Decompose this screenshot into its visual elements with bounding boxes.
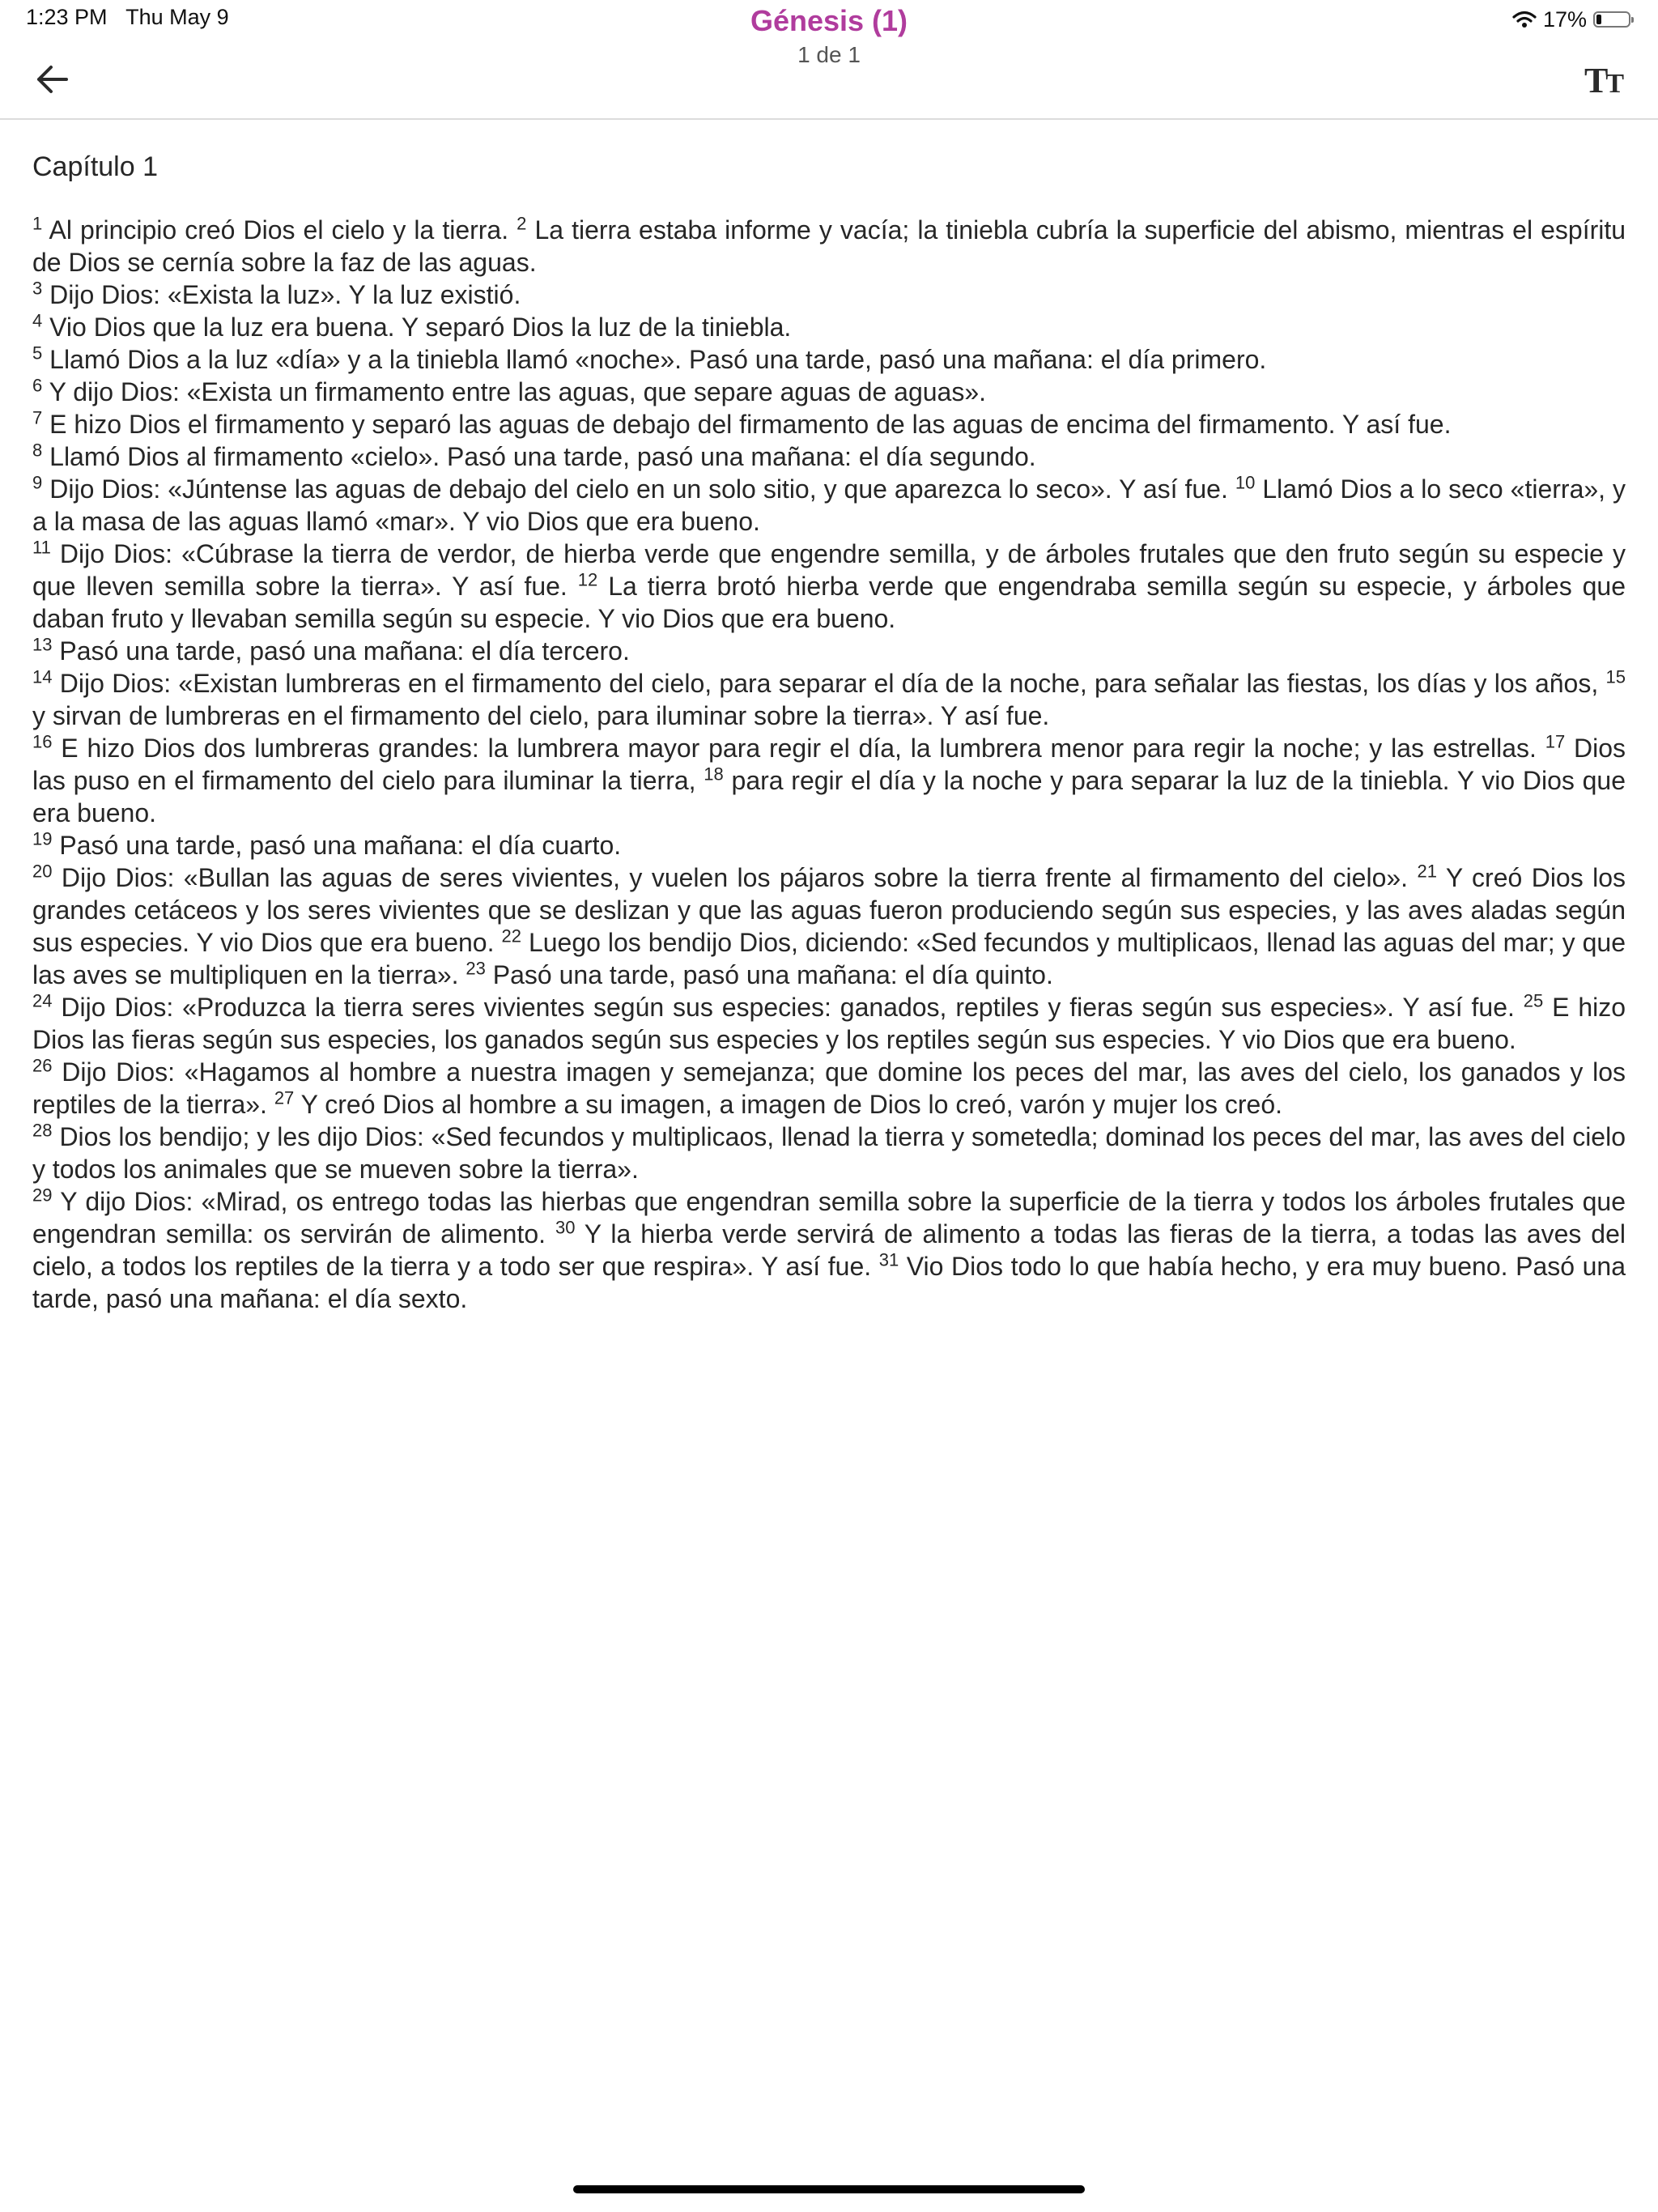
verse-text: E hizo Dios dos lumbreras grandes: la lumbrera mayor para regir el día, la lumbrera menor para regir la noche; y las estrellas. (61, 734, 1537, 763)
verse-text: Vio Dios todo lo que había hecho, y era muy bueno. Pasó una tarde, pasó una mañana: el día sexto. (32, 1252, 1626, 1313)
wifi-icon (1512, 11, 1537, 28)
battery-level (1596, 15, 1601, 24)
verse-text: Luego los bendijo Dios, diciendo: «Sed fecundos y multiplicaos, llenad las aguas del mar; y que las aves se multipliquen en la tierra». (32, 928, 1626, 989)
verse-paragraph (32, 343, 1626, 376)
verse-paragraph (32, 861, 1626, 991)
verse-text: Llamó Dios a la luz «día» y a la tiniebla llamó «noche». Pasó una tarde, pasó una mañana: el día primero. (49, 345, 1267, 374)
verse-text: Y dijo Dios: «Exista un firmamento entre las aguas, que separe aguas de aguas». (49, 377, 987, 406)
verse-text: E hizo Dios el firmamento y separó las aguas de debajo del firmamento de las aguas de encima del firmamento. Y así fue. (49, 410, 1452, 439)
verse-number: 8 (32, 440, 43, 461)
verse-paragraph (32, 279, 1626, 311)
verse-number: 7 (32, 407, 43, 428)
verse-text: Pasó una tarde, pasó una mañana: el día quinto. (492, 960, 1053, 989)
verse-paragraph (32, 473, 1626, 538)
verse-number: 2 (517, 213, 527, 234)
verse-text: E hizo Dios las fieras según sus especies, los ganados según sus especies y los reptiles según sus especies. Y vio Dios que era bueno. (32, 993, 1626, 1054)
verse-number: 6 (32, 375, 43, 396)
verse-list (32, 214, 1626, 1315)
verse-text: Dios las puso en el firmamento del cielo para iluminar la tierra, (32, 734, 1626, 795)
verse-text: Pasó una tarde, pasó una mañana: el día cuarto. (59, 831, 622, 860)
verse-text: Dios los bendijo; y les dijo Dios: «Sed fecundos y multiplicaos, llenad la tierra y sometedla; dominad los peces del mar, las aves del cielo y todos los animales que se mueven sobre la tierra». (32, 1122, 1626, 1184)
verse-number: 5 (32, 342, 43, 364)
verse-number: 3 (32, 278, 43, 299)
status-bar (0, 0, 1658, 39)
verse-number: 25 (1523, 990, 1544, 1011)
verse-number: 4 (32, 310, 43, 331)
battery-icon (1593, 11, 1630, 28)
verse-number: 13 (32, 634, 53, 655)
verse-text: Llamó Dios al firmamento «cielo». Pasó una tarde, pasó una mañana: el día segundo. (49, 442, 1036, 471)
verse-number: 29 (32, 1185, 53, 1206)
verse-text: Vio Dios que la luz era buena. Y separó Dios la luz de la tiniebla. (49, 313, 792, 342)
verse-number: 9 (32, 472, 43, 493)
home-indicator[interactable] (573, 2185, 1085, 2193)
verse-text: La tierra brotó hierba verde que engendraba semilla según su especie, y árboles que daban fruto y llevaban semilla según su especie. Y vio Dios que era bueno. (32, 572, 1626, 633)
verse-paragraph (32, 667, 1626, 732)
text-size-icon: TT (1584, 60, 1622, 100)
verse-text: Y creó Dios los grandes cetáceos y los seres vivientes que se deslizan y que las aguas fueron produciendo según sus especies, y las aves aladas según sus especies. Y vio Dios que era bueno. (32, 863, 1626, 957)
verse-text: Pasó una tarde, pasó una mañana: el día tercero. (59, 636, 630, 666)
verse-number: 17 (1545, 731, 1566, 752)
verse-number: 14 (32, 666, 53, 687)
verse-paragraph (32, 538, 1626, 635)
status-time: 1:23 PM (26, 5, 108, 29)
verse-text: Dijo Dios: «Existan lumbreras en el firmamento del cielo, para separar el día de la noche, para señalar las fiestas, los días y los años, (59, 669, 1599, 698)
verse-paragraph (32, 635, 1626, 667)
verse-paragraph (32, 311, 1626, 343)
verse-paragraph (32, 408, 1626, 440)
verse-paragraph (32, 829, 1626, 861)
verse-text: Dijo Dios: «Produzca la tierra seres vivientes según sus especies: ganados, reptiles y fieras según sus especies». Y así fue. (61, 993, 1515, 1022)
status-time-date (26, 5, 229, 30)
verse-number: 28 (32, 1120, 53, 1141)
verse-number: 26 (32, 1055, 53, 1076)
verse-text: Al principio creó Dios el cielo y la tierra. (49, 215, 509, 245)
page-title: Génesis (1) (750, 4, 908, 37)
verse-paragraph (32, 376, 1626, 408)
verse-number: 31 (878, 1249, 899, 1270)
verse-text: Dijo Dios: «Júntense las aguas de debajo del cielo en un solo sitio, y que aparezca lo seco». Y así fue. (49, 474, 1228, 504)
verse-text: Llamó Dios a lo seco «tierra», y a la masa de las aguas llamó «mar». Y vio Dios que era bueno. (32, 474, 1626, 536)
verse-paragraph (32, 1185, 1626, 1315)
verse-number: 11 (32, 537, 51, 558)
verse-text: Dijo Dios: «Cúbrase la tierra de verdor, de hierba verde que engendre semilla, y de árboles frutales que den fruto según su especie y que lleven semilla sobre la tierra». Y así fue. (32, 539, 1626, 601)
verse-number: 30 (555, 1217, 576, 1238)
verse-paragraph (32, 732, 1626, 829)
verse-text: Dijo Dios: «Hagamos al hombre a nuestra imagen y semejanza; que domine los peces del mar, las aves del cielo, los ganados y los reptiles de la tierra». (32, 1057, 1626, 1119)
verse-number: 27 (274, 1087, 295, 1108)
chapter-heading: Capítulo 1 (32, 151, 158, 182)
verse-number: 23 (466, 958, 486, 979)
verse-text: Dijo Dios: «Exista la luz». Y la luz existió. (49, 280, 521, 309)
battery-percentage: 17% (1542, 6, 1587, 32)
verse-text: La tierra estaba informe y vacía; la tiniebla cubría la superficie del abismo, mientras el espíritu de Dios se cernía sobre la faz de las aguas. (32, 215, 1626, 277)
verse-text: Y la hierba verde servirá de alimento a todas las fieras de la tierra, a todas las aves del cielo, a todos los reptiles de la tierra y a todo ser que respira». Y así fue. (32, 1219, 1626, 1281)
verse-text: Y creó Dios al hombre a su imagen, a imagen de Dios lo creó, varón y mujer los creó. (300, 1090, 1283, 1119)
verse-number: 24 (32, 990, 53, 1011)
page-counter: 1 de 1 (797, 42, 861, 67)
verse-text: y sirvan de lumbreras en el firmamento del cielo, para iluminar sobre la tierra». Y así fue. (32, 701, 1050, 730)
verse-paragraph (32, 440, 1626, 473)
chapter-content (32, 151, 1626, 1315)
verse-number: 20 (32, 861, 53, 882)
verse-number: 15 (1605, 666, 1626, 687)
verse-number: 18 (704, 764, 724, 785)
verse-number: 10 (1235, 472, 1256, 493)
verse-text: Dijo Dios: «Bullan las aguas de seres vivientes, y vuelen los pájaros sobre la tierra frente al firmamento del cielo». (61, 863, 1409, 892)
verse-number: 21 (1417, 861, 1437, 882)
verse-number: 22 (501, 925, 521, 946)
verse-text: para regir el día y la noche y para separar la luz de la tiniebla. Y vio Dios que era bueno. (32, 766, 1626, 827)
verse-number: 12 (577, 569, 598, 590)
verse-number: 1 (32, 213, 43, 234)
verse-number: 16 (32, 731, 53, 752)
font-size-button[interactable] (1579, 60, 1627, 100)
verse-paragraph (32, 991, 1626, 1056)
verse-number: 19 (32, 828, 53, 849)
status-indicators (1512, 5, 1630, 34)
status-date: Thu May 9 (125, 5, 229, 29)
verse-paragraph (32, 1121, 1626, 1185)
verse-text: Y dijo Dios: «Mirad, os entrego todas las hierbas que engendran semilla sobre la superficie de la tierra y todos los árboles frutales que engendran semilla: os servirán de alimento. (32, 1187, 1626, 1249)
verse-paragraph (32, 214, 1626, 279)
verse-paragraph (32, 1056, 1626, 1121)
